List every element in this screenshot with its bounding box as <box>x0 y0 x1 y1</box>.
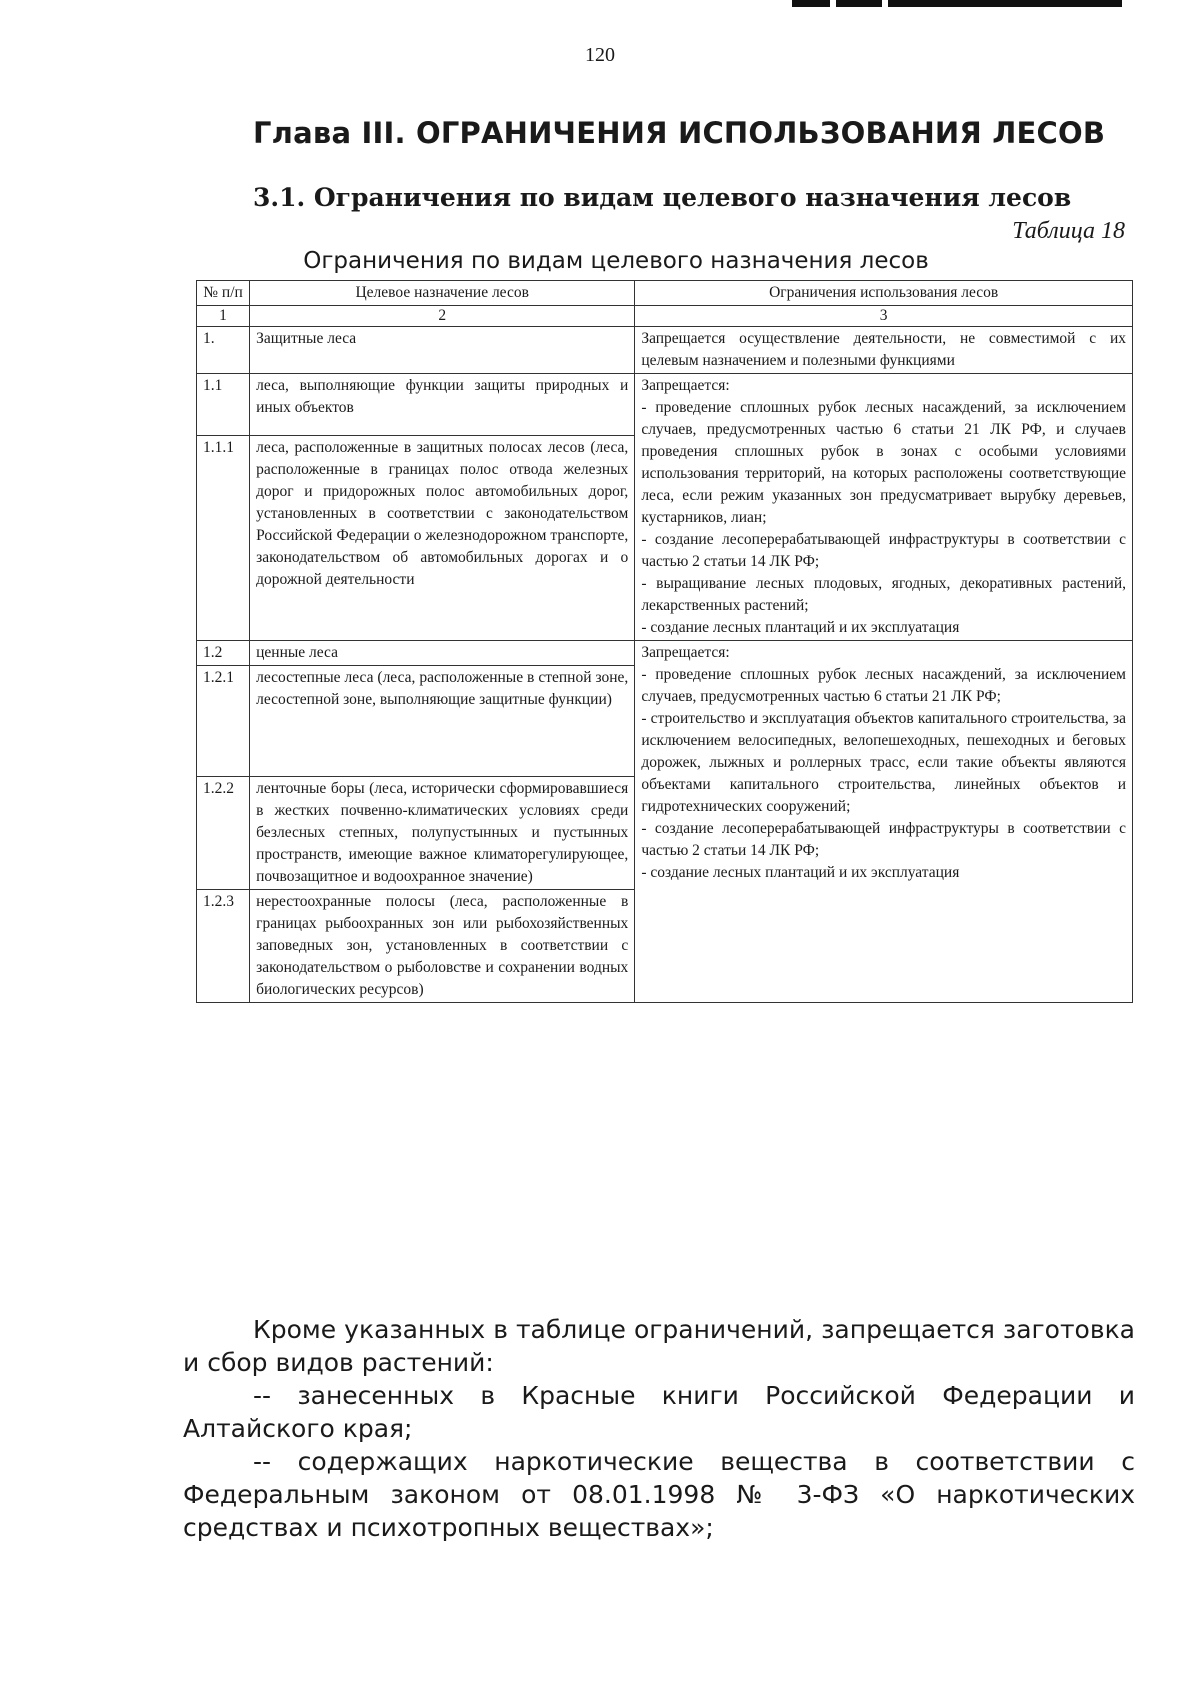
restriction-group-protective <box>635 374 1133 641</box>
restriction-line: - создание лесоперерабатывающей инфраструктуры в соответствии с частью 2 статьи 14 ЛК РФ; <box>641 820 1126 859</box>
table-row <box>197 374 1133 436</box>
row-number: 1. <box>197 327 250 374</box>
row-number: 1.1.1 <box>197 435 250 641</box>
table-header-row <box>197 281 1133 306</box>
restriction-line: - строительство и эксплуатация объектов капитального строительства, за исключением велосипедных, велопешеходных, пешеходных и беговых дорожек, лыжных и роллерных трасс, если такие объекты являются объектами капитального строительства, линейных объектов и гидротехнических сооружений; <box>641 710 1126 815</box>
page-number: 120 <box>585 44 615 66</box>
row-number: 1.1 <box>197 374 250 436</box>
section-title: 3.1. Ограничения по видам целевого назначения лесов <box>253 183 1072 212</box>
restriction-line: - создание лесных плантаций и их эксплуатация <box>641 619 960 636</box>
column-number: 1 <box>197 306 250 327</box>
row-purpose: леса, расположенные в защитных полосах лесов (леса, расположенные в границах полос отвода железных дорог и придорожных полос автомобильных дорог, установленных в соответствии с законодательством Российской Федерации о железнодорожном транспорте, законодательством об автомобильных дорогах и о дорожной деятельности <box>250 435 635 641</box>
header-restrictions: Ограничения использования лесов <box>635 281 1133 306</box>
column-number: 3 <box>635 306 1133 327</box>
row-number: 1.2.3 <box>197 890 250 1003</box>
table-row <box>197 327 1133 374</box>
row-number: 1.2 <box>197 641 250 666</box>
scan-artifact <box>792 0 1122 7</box>
table-row <box>197 641 1133 666</box>
restriction-line: - проведение сплошных рубок лесных насаждений, за исключением случаев, предусмотренных частью 6 статьи 21 ЛК РФ; <box>641 666 1126 705</box>
row-purpose: леса, выполняющие функции защиты природных и иных объектов <box>250 374 635 436</box>
row-purpose: лесостепные леса (леса, расположенные в степной зоне, лесостепной зоне, выполняющие защитные функции) <box>250 666 635 777</box>
restriction-line: - выращивание лесных плодовых, ягодных, декоративных растений, лекарственных растений; <box>641 575 1126 614</box>
header-purpose: Целевое назначение лесов <box>250 281 635 306</box>
body-paragraph: -- содержащих наркотические вещества в соответствии с Федеральным законом от 08.01.1998 № 3-ФЗ «О наркотических средствах и психотропных веществах»; <box>183 1447 1135 1542</box>
restriction-group-valuable <box>635 641 1133 1003</box>
body-paragraph: Кроме указанных в таблице ограничений, запрещается заготовка и сбор видов растений: <box>183 1315 1135 1377</box>
body-text <box>183 1313 1135 1544</box>
row-purpose: ценные леса <box>250 641 635 666</box>
row-purpose: ленточные боры (леса, исторически сформировавшиеся в жестких почвенно-климатических условиях среди безлесных степных, полупустынных и пустынных пространств, имеющие важное климаторегулирующее, почвозащитное и водоохранное значение) <box>250 777 635 890</box>
body-paragraph: -- занесенных в Красные книги Российской Федерации и Алтайского края; <box>183 1381 1135 1443</box>
restriction-line: - проведение сплошных рубок лесных насаждений, за исключением случаев, предусмотренных частью 6 статьи 21 ЛК РФ, и случаев проведения сплошных рубок в зонах с особыми условиями использования территорий, на которых расположены соответствующие леса, если режим указанных зон предусматривает вырубку деревьев, кустарников, лиан; <box>641 399 1126 526</box>
header-number: № п/п <box>197 281 250 306</box>
table-caption: Ограничения по видам целевого назначения лесов <box>303 248 929 274</box>
column-number: 2 <box>250 306 635 327</box>
row-number: 1.2.2 <box>197 777 250 890</box>
table-label: Таблица 18 <box>1012 218 1125 244</box>
row-purpose: нерестоохранные полосы (леса, расположенные в границах рыбоохранных зон или рыбохозяйственных заповедных зон, установленных в соответствии с законодательством о рыболовстве и сохранении водных биологических ресурсов) <box>250 890 635 1003</box>
row-number: 1.2.1 <box>197 666 250 777</box>
column-number-row <box>197 306 1133 327</box>
row-purpose: Защитные леса <box>250 327 635 374</box>
restriction-line: Запрещается: <box>641 644 730 661</box>
row-restriction: Запрещается осуществление деятельности, не совместимой с их целевым назначением и полезными функциями <box>635 327 1133 374</box>
restriction-line: Запрещается: <box>641 377 730 394</box>
restrictions-table <box>196 280 1133 1003</box>
restriction-line: - создание лесоперерабатывающей инфраструктуры в соответствии с частью 2 статьи 14 ЛК РФ; <box>641 531 1126 570</box>
chapter-title: Глава III. ОГРАНИЧЕНИЯ ИСПОЛЬЗОВАНИЯ ЛЕСОВ <box>253 116 1106 150</box>
restriction-line: - создание лесных плантаций и их эксплуатация <box>641 864 960 881</box>
